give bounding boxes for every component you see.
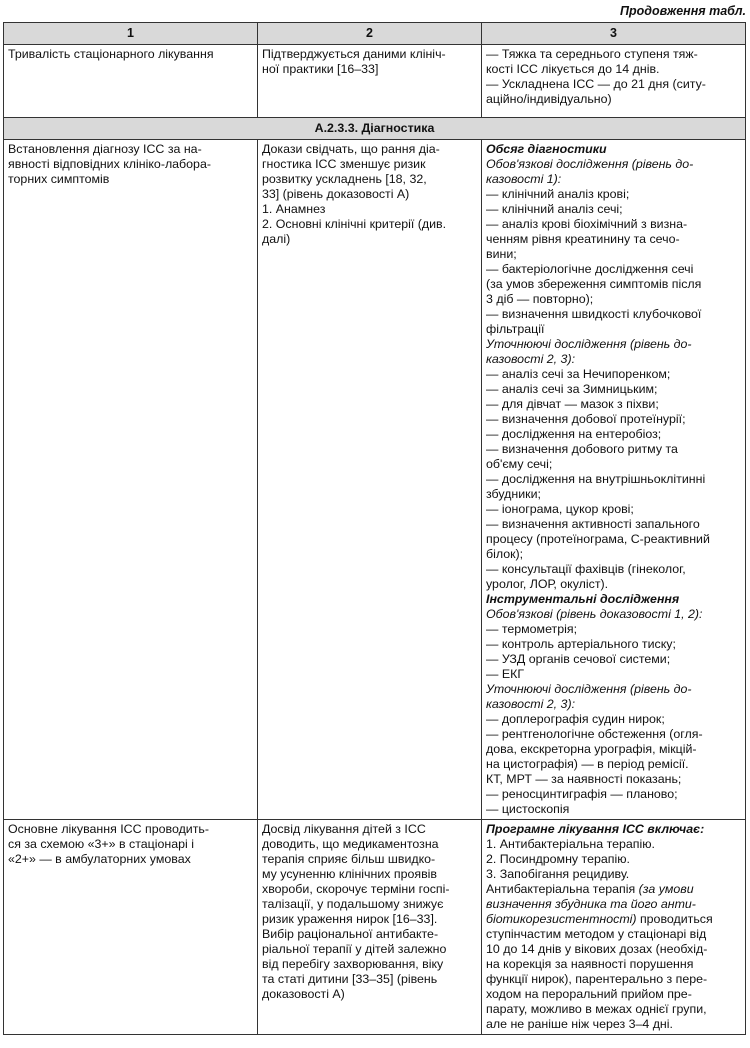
text-line: — контроль артеріального тиску; bbox=[486, 637, 676, 651]
text-line: — дослідження на внутрішньоклітинні bbox=[486, 472, 706, 486]
text-line: на цистографія) — в період ремісії. bbox=[486, 757, 689, 771]
text-line: — реносцинтиграфія — планово; bbox=[486, 787, 678, 801]
row3-col1 bbox=[4, 820, 258, 1035]
text-line: ся за схемою «3+» в стаціонарі і bbox=[8, 837, 194, 851]
text-line bbox=[486, 912, 741, 927]
text-line: збудники; bbox=[486, 487, 541, 501]
text-line: доводить, що медикаментозна bbox=[262, 837, 439, 851]
text-line: аційно/індивідуально) bbox=[486, 92, 612, 106]
text-line: далі) bbox=[262, 232, 291, 246]
text-line: (за умов збереження симптомів після bbox=[486, 277, 702, 291]
text-line: 2. Основні клінічні критерії (див. bbox=[262, 217, 447, 231]
text-line: ної практики [16–33] bbox=[262, 62, 379, 76]
text-line: терапія сприяє більш швидко- bbox=[262, 852, 436, 866]
text-line: Інструментальні дослідження bbox=[486, 592, 680, 606]
text-fragment: (за умови bbox=[638, 882, 694, 896]
text-line: хвороби, скорочує терміни госпі- bbox=[262, 882, 450, 896]
text-line: Уточнюючі дослідження (рівень до- bbox=[486, 682, 692, 696]
text-line: — визначення добового ритму та bbox=[486, 442, 678, 456]
text-line: — Ускладнена ІСС — до 21 дня (ситу- bbox=[486, 77, 706, 91]
table-row bbox=[4, 820, 746, 1035]
text-line: — Тяжка та середнього ступеня тяж- bbox=[486, 47, 698, 61]
text-line: — для дівчат — мазок з піхви; bbox=[486, 397, 659, 411]
text-line: Обов'язкові дослідження (рівень до- bbox=[486, 157, 694, 171]
text-line: Вибір раціональної антибакте- bbox=[262, 927, 439, 941]
text-line: вини; bbox=[486, 247, 517, 261]
text-line: ченням рівня креатинину та сечо- bbox=[486, 232, 680, 246]
text-line: ризик ураження нирок [16–33]. bbox=[262, 912, 438, 926]
text-line: дова, екскреторна урографія, мікцій- bbox=[486, 742, 697, 756]
text-line: Встановлення діагнозу ІСС за на- bbox=[8, 142, 202, 156]
text-line: Обсяг діагностики bbox=[486, 142, 607, 156]
clinical-table bbox=[3, 22, 746, 1035]
text-line: Програмне лікування ІСС включає: bbox=[486, 822, 705, 836]
text-line: від перебігу захворювання, віку bbox=[262, 957, 444, 971]
text-line: — іонограма, цукор крові; bbox=[486, 502, 634, 516]
text-line: ріальної терапії у дітей залежно bbox=[262, 942, 447, 956]
row2-col1 bbox=[4, 140, 258, 820]
section-title: А.2.3.3. Діагностика bbox=[4, 118, 746, 140]
text-line: казовості 2, 3): bbox=[486, 352, 576, 366]
text-line: Обов'язкові (рівень доказовості 1, 2): bbox=[486, 607, 703, 621]
text-line: Уточнюючі дослідження (рівень до- bbox=[486, 337, 692, 351]
text-line: та статі дитини [33–35] (рівень bbox=[262, 972, 438, 986]
text-line: — цистоскопія bbox=[486, 802, 570, 816]
text-line: — клінічний аналіз сечі; bbox=[486, 202, 623, 216]
text-fragment: біотикорезистентності) bbox=[486, 912, 637, 926]
text-line: казовості 1): bbox=[486, 172, 562, 186]
text-line bbox=[486, 882, 741, 897]
text-line: — визначення швидкості клубочкової bbox=[486, 307, 702, 321]
text-line: казовості 2, 3): bbox=[486, 697, 576, 711]
row2-col2 bbox=[258, 140, 482, 820]
text-line: му усуненню клінічних проявів bbox=[262, 867, 438, 881]
text-line: фільтрації bbox=[486, 322, 545, 336]
text-fragment: Антибактеріальна терапія bbox=[486, 882, 639, 896]
text-line: — аналіз сечі за Нечипоренком; bbox=[486, 367, 671, 381]
text-line: Тривалість стаціонарного лікування bbox=[8, 47, 214, 61]
text-line: талізації, у подальшому знижує bbox=[262, 897, 444, 911]
text-line: доказовості А) bbox=[262, 987, 345, 1001]
text-fragment: проводиться bbox=[636, 912, 713, 926]
table-row bbox=[4, 140, 746, 820]
text-line: Докази свідчать, що рання діа- bbox=[262, 142, 440, 156]
text-line: 1. Анамнез bbox=[262, 202, 326, 216]
text-line: ходом на пероральний прийом пре- bbox=[486, 987, 692, 1001]
row1-col3 bbox=[482, 45, 746, 118]
continuation-label: Продовження табл. bbox=[620, 4, 746, 18]
row1-col2 bbox=[258, 45, 482, 118]
text-line: — рентгенологічне обстеження (огля- bbox=[486, 727, 703, 741]
text-line: КТ, МРТ — за наявності показань; bbox=[486, 772, 682, 786]
text-line: на корекція за наявності порушення bbox=[486, 957, 694, 971]
text-line: уролог, ЛОР, окуліст). bbox=[486, 577, 609, 591]
table-row bbox=[4, 45, 746, 118]
row3-col2 bbox=[258, 820, 482, 1035]
text-line: 3. Запобігання рецидиву. bbox=[486, 867, 630, 881]
text-line: — визначення активності запального bbox=[486, 517, 700, 531]
text-fragment: визначення збудника та його анти- bbox=[486, 897, 696, 911]
text-line: Досвід лікування дітей з ІСС bbox=[262, 822, 426, 836]
text-line: об'єму сечі; bbox=[486, 457, 553, 471]
text-line: Основне лікування ІСС проводить- bbox=[8, 822, 209, 836]
text-line: ступінчастим методом у стаціонарі від bbox=[486, 927, 707, 941]
text-line: — бактеріологічне дослідження сечі bbox=[486, 262, 694, 276]
row3-col3 bbox=[482, 820, 746, 1035]
text-line: — дослідження на ентеробіоз; bbox=[486, 427, 662, 441]
header-col-1: 1 bbox=[4, 23, 258, 45]
text-line bbox=[486, 897, 741, 912]
row2-col3 bbox=[482, 140, 746, 820]
text-line: — аналіз сечі за Зимницьким; bbox=[486, 382, 658, 396]
header-col-2: 2 bbox=[258, 23, 482, 45]
text-line: — аналіз крові біохімічний з визна- bbox=[486, 217, 688, 231]
text-line: «2+» — в амбулаторних умовах bbox=[8, 852, 191, 866]
text-line: білок); bbox=[486, 547, 524, 561]
text-line: 33] (рівень доказовості А) bbox=[262, 187, 410, 201]
text-line: — клінічний аналіз крові; bbox=[486, 187, 630, 201]
text-line: але не раніше ніж через 3–4 дні. bbox=[486, 1017, 673, 1031]
text-line: — термометрія; bbox=[486, 622, 578, 636]
text-line: 1. Антибактеріальна терапію. bbox=[486, 837, 655, 851]
row1-col1 bbox=[4, 45, 258, 118]
text-line: парату, можливо в межах однієї групи, bbox=[486, 1002, 707, 1016]
section-row bbox=[4, 118, 746, 140]
text-line: 3 діб — повторно); bbox=[486, 292, 594, 306]
text-line: розвитку ускладнень [18, 32, bbox=[262, 172, 427, 186]
text-line: 2. Посиндромну терапію. bbox=[486, 852, 630, 866]
header-col-3: 3 bbox=[482, 23, 746, 45]
text-line: — консультації фахівців (гінеколог, bbox=[486, 562, 686, 576]
text-line: кості ІСС лікується до 14 днів. bbox=[486, 62, 660, 76]
text-line: 10 до 14 днів у вікових дозах (необхід- bbox=[486, 942, 708, 956]
text-line: функції нирок), парентерально з пере- bbox=[486, 972, 708, 986]
text-line: — ЕКГ bbox=[486, 667, 525, 681]
header-row bbox=[4, 23, 746, 45]
text-line: явності відповідних клініко-лабора- bbox=[8, 157, 211, 171]
text-line: — УЗД органів сечової системи; bbox=[486, 652, 671, 666]
text-line: — визначення добової протеїнурії; bbox=[486, 412, 686, 426]
text-line: гностика ІСС зменшує ризик bbox=[262, 157, 426, 171]
text-line: — доплерографія судин нирок; bbox=[486, 712, 665, 726]
text-line: процесу (протеїнограма, С-реактивний bbox=[486, 532, 710, 546]
text-line: Підтверджується даними клініч- bbox=[262, 47, 446, 61]
text-line: торних симптомів bbox=[8, 172, 110, 186]
